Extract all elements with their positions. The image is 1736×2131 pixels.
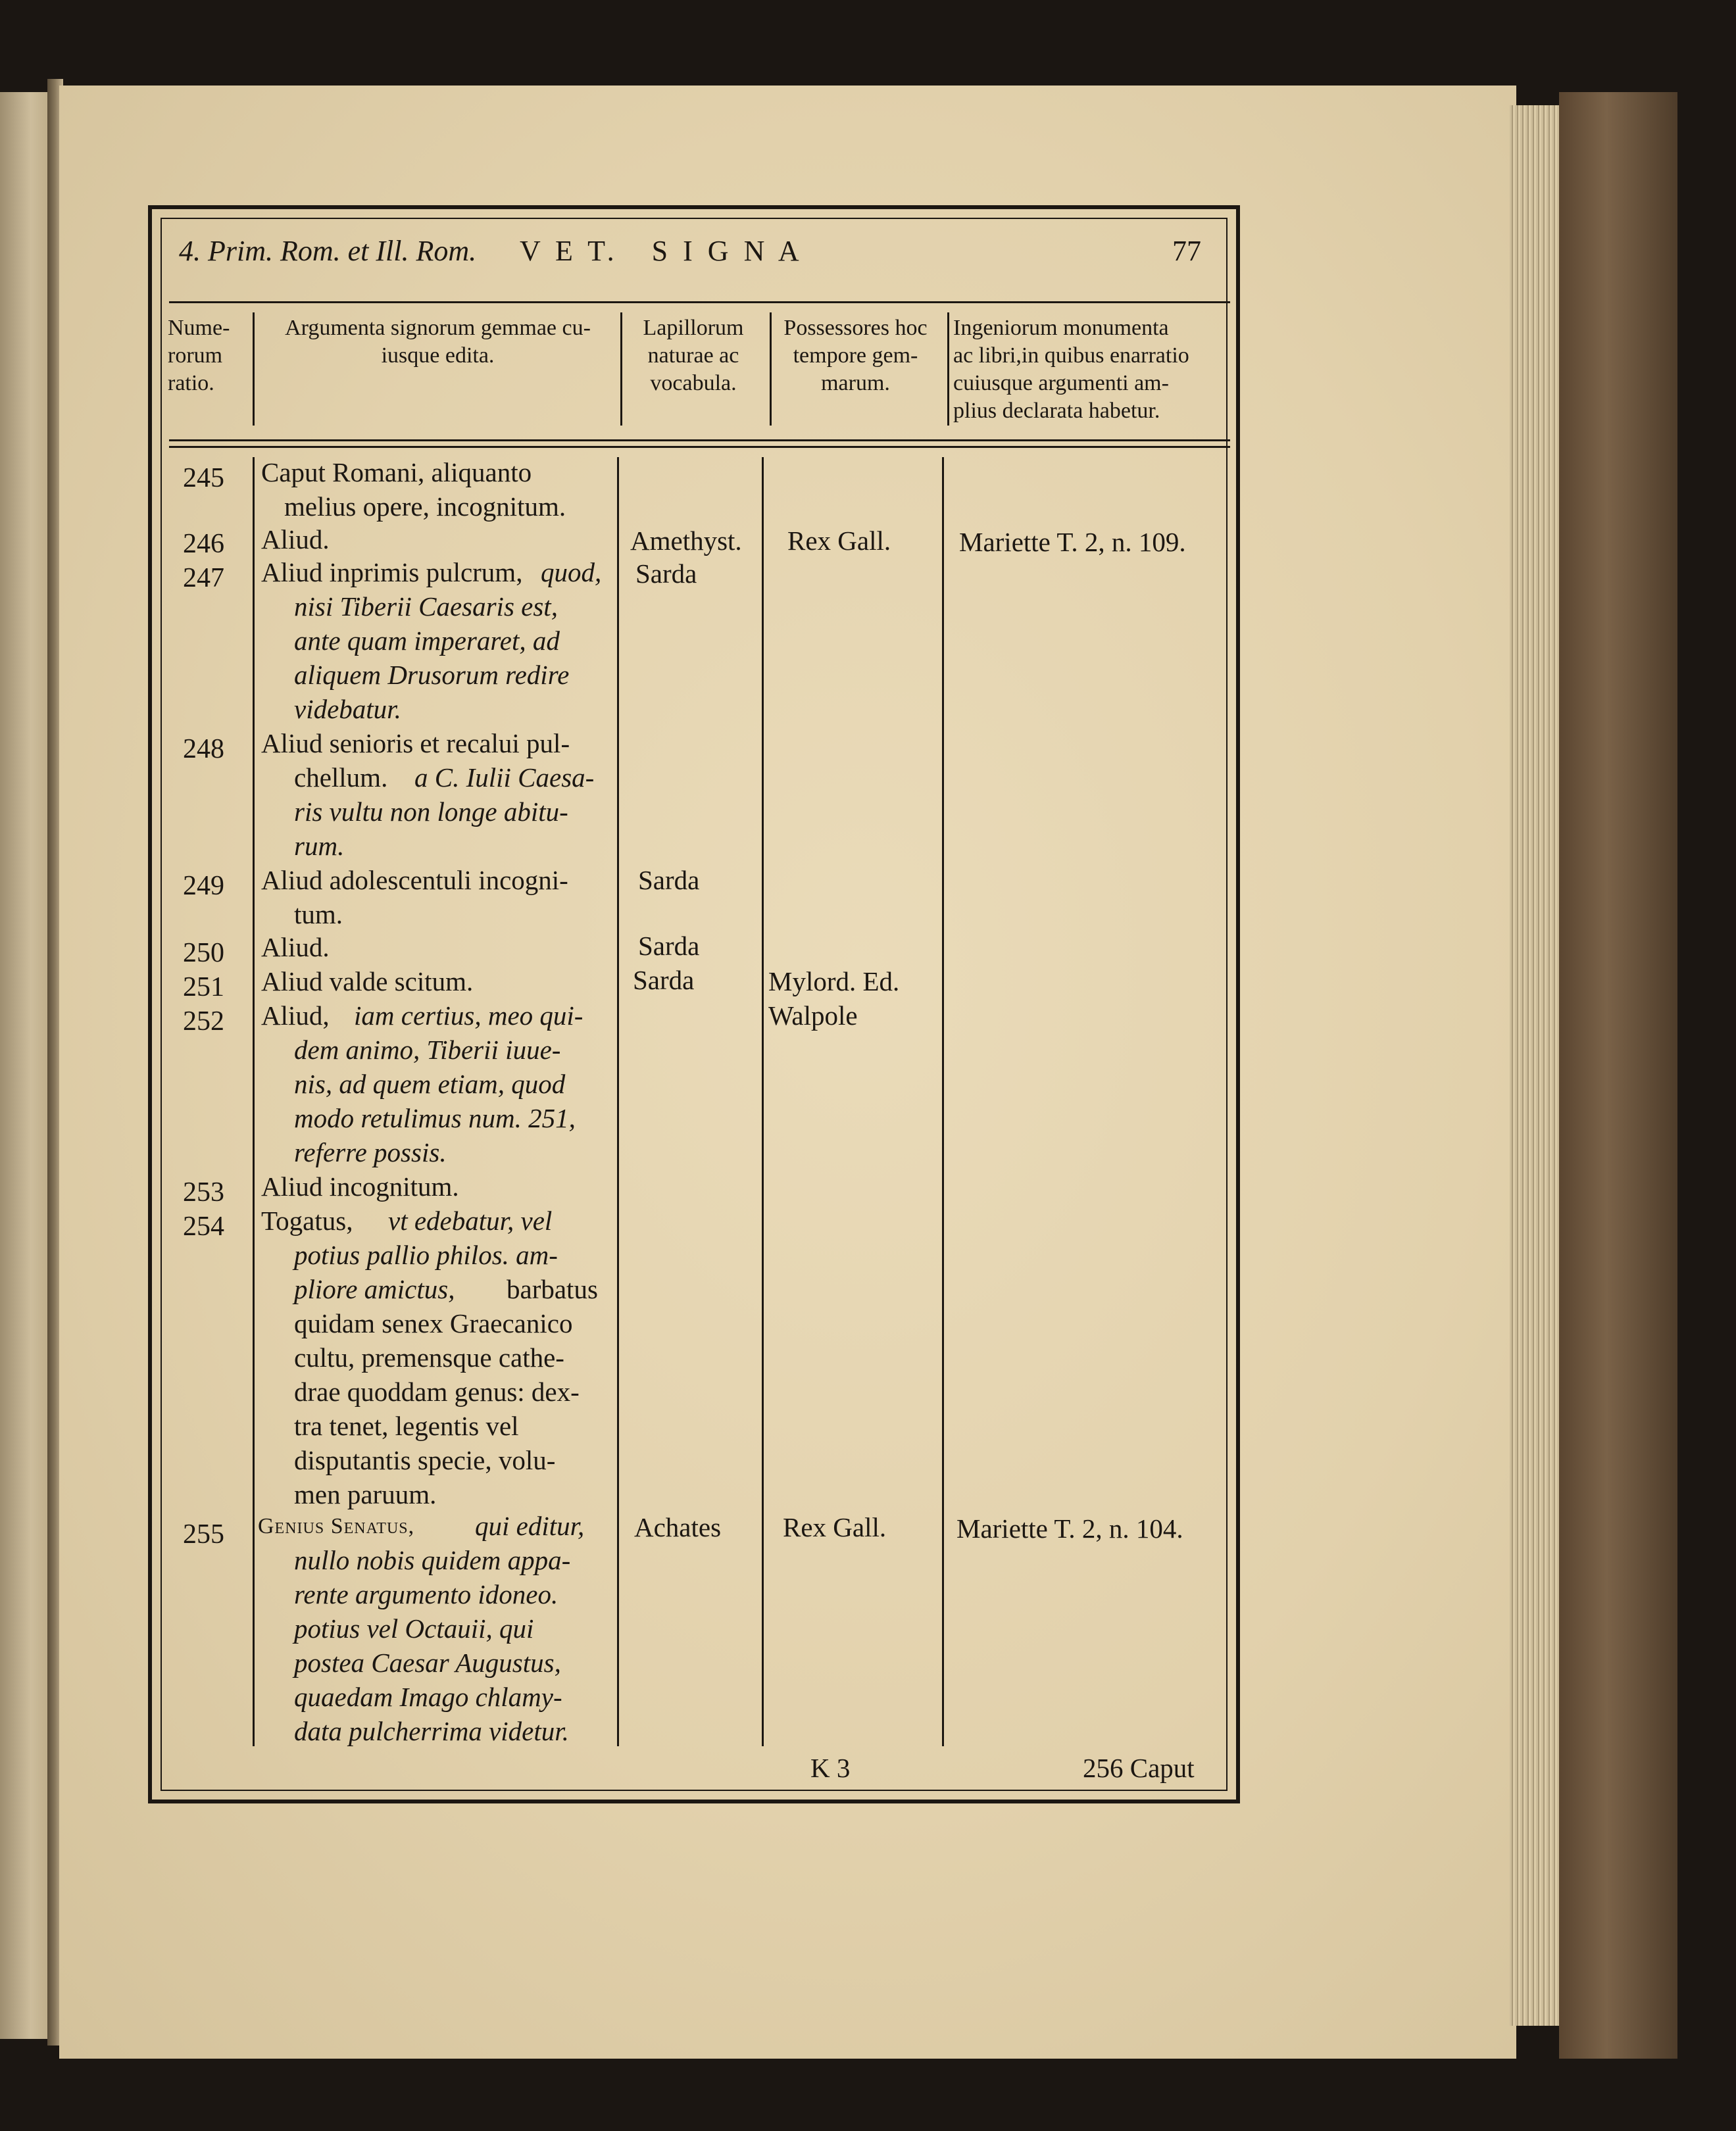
entry-text: Aliud valde scitum. <box>261 966 474 996</box>
col-heading-line: iusque edita. <box>381 343 495 368</box>
entry-text: Aliud adolescentuli incogni- <box>261 865 568 895</box>
entry-text: Aliud incognitum. <box>261 1171 459 1202</box>
entry-number: 247 <box>183 563 224 593</box>
entry-text: tra tenet, legentis vel <box>294 1411 519 1441</box>
body-separator <box>942 457 944 1746</box>
col-heading-line: Ingeniorum monumenta <box>953 316 1169 340</box>
book-cover <box>1559 92 1677 2059</box>
col-heading-line: marum. <box>821 371 890 395</box>
gem-owner: Mylord. Ed. <box>768 966 900 996</box>
entry-text: tum. <box>294 899 343 929</box>
entry-text: postea Caesar Augustus, <box>294 1648 561 1678</box>
gem-name: Amethyst. <box>630 526 742 556</box>
entry-text: referre possis. <box>294 1137 447 1167</box>
body-separator <box>762 457 764 1746</box>
literature-reference: Mariette T. 2, n. 104. <box>956 1513 1183 1544</box>
body-separator <box>617 457 619 1746</box>
entry-text: ante quam imperaret, ad <box>294 625 560 656</box>
entry-text: Genius Senatus, <box>258 1514 415 1538</box>
entry-text: Aliud inprimis pulcrum, <box>261 557 523 587</box>
col-heading-line: plius declarata habetur. <box>953 399 1160 423</box>
gem-owner: Rex Gall. <box>783 1512 887 1542</box>
entry-text: nisi Tiberii Caesaris est, <box>294 591 558 622</box>
col-heading-line: naturae ac <box>647 343 739 368</box>
entry-text: Aliud senioris et recalui pul- <box>261 728 570 758</box>
running-head-section: 4. Prim. Rom. et Ill. Rom. <box>179 235 477 267</box>
header-rule <box>169 301 1230 303</box>
entry-text: iam certius, meo qui- <box>354 1000 583 1031</box>
entry-text: modo retulimus num. 251, <box>294 1103 576 1133</box>
col-heading-line: Nume- <box>168 316 230 340</box>
col-heading-line: vocabula. <box>650 371 737 395</box>
entry-number: 253 <box>183 1177 224 1208</box>
col-heading-line: ratio. <box>168 371 214 395</box>
entry-text: potius pallio philos. am- <box>294 1240 558 1270</box>
entry-text: cultu, premensque cathe- <box>294 1342 564 1373</box>
col-heading-line: Possessores hoc <box>783 316 928 340</box>
header-separator <box>253 312 255 426</box>
col-heading-lapilli <box>624 314 763 397</box>
header-separator <box>770 312 772 426</box>
entry-text: quaedam Imago chlamy- <box>294 1682 562 1712</box>
gem-owner: Walpole <box>768 1000 858 1031</box>
entry-text: aliquem Drusorum redire <box>294 660 570 690</box>
entry-text: Aliud. <box>261 524 330 554</box>
entry-text: Caput Romani, aliquanto <box>261 457 532 487</box>
entry-number: 250 <box>183 938 224 968</box>
literature-reference: Mariette T. 2, n. 109. <box>959 527 1186 557</box>
entry-number: 251 <box>183 972 224 1002</box>
page-edges <box>1510 105 1562 2026</box>
entry-text: videbatur. <box>294 694 401 724</box>
signature-mark: K 3 <box>810 1753 851 1783</box>
running-head-title: V E T. S I G N A <box>520 235 803 267</box>
entry-text: melius opere, incognitum. <box>284 491 566 522</box>
entry-text: Aliud, <box>261 1000 330 1031</box>
entry-number: 252 <box>183 1006 224 1037</box>
col-heading-argumenta <box>259 314 617 370</box>
col-heading-line: ac libri,in quibus enarratio <box>953 343 1189 368</box>
gem-name: Sarda <box>638 865 700 895</box>
entry-text: drae quoddam genus: dex- <box>294 1377 580 1407</box>
col-heading-line: Lapillorum <box>643 316 744 340</box>
entry-text: data pulcherrima videtur. <box>294 1716 569 1746</box>
col-heading-numeri <box>168 314 230 397</box>
entry-text: qui editur, <box>475 1511 585 1541</box>
entry-number: 246 <box>183 529 224 559</box>
catchword: 256 Caput <box>1083 1753 1195 1783</box>
entry-text: Togatus, <box>261 1206 353 1236</box>
col-heading-line: Argumenta signorum gemmae cu- <box>285 316 591 340</box>
table-rule <box>169 446 1230 448</box>
body-separator <box>253 457 255 1746</box>
entry-text: nullo nobis quidem appa- <box>294 1545 571 1575</box>
entry-text: rente argumento idoneo. <box>294 1579 558 1609</box>
col-heading-possessores <box>775 314 936 397</box>
gem-name: Sarda <box>635 558 697 589</box>
entry-text: men paruum. <box>294 1479 437 1509</box>
entry-text: ris vultu non longe abitu- <box>294 796 568 827</box>
entry-number: 254 <box>183 1212 224 1242</box>
entry-text: vt edebatur, vel <box>388 1206 553 1236</box>
entry-text: barbatus <box>507 1274 598 1304</box>
col-heading-line: tempore gem- <box>793 343 918 368</box>
entry-text: rum. <box>294 831 345 861</box>
entry-text: quidam senex Graecanico <box>294 1308 573 1338</box>
entry-text: potius vel Octauii, qui <box>294 1613 534 1644</box>
gem-name: Sarda <box>638 931 700 961</box>
entry-number: 249 <box>183 871 224 901</box>
col-heading-ingenia <box>953 314 1189 425</box>
entry-text: nis, ad quem etiam, quod <box>294 1069 566 1099</box>
header-separator <box>947 312 949 426</box>
col-heading-line: rorum <box>168 343 223 368</box>
entry-text: Aliud. <box>261 932 330 962</box>
entry-number: 255 <box>183 1519 224 1550</box>
table-rule <box>169 439 1230 441</box>
entry-number: 248 <box>183 734 224 764</box>
entry-text: disputantis specie, volu- <box>294 1445 556 1475</box>
entry-text: pliore amictus, <box>294 1274 455 1304</box>
gem-name: Sarda <box>633 965 695 995</box>
entry-text: chellum. <box>294 762 388 793</box>
col-heading-line: cuiusque argumenti am- <box>953 371 1169 395</box>
header-separator <box>620 312 622 426</box>
entry-text: quod, <box>541 557 602 587</box>
gem-name: Achates <box>634 1512 722 1542</box>
page-number: 77 <box>1172 235 1201 267</box>
gem-owner: Rex Gall. <box>787 526 891 556</box>
entry-text: dem animo, Tiberii iuue- <box>294 1035 561 1065</box>
entry-number: 245 <box>183 463 224 493</box>
entry-text: a C. Iulii Caesa- <box>414 762 595 793</box>
